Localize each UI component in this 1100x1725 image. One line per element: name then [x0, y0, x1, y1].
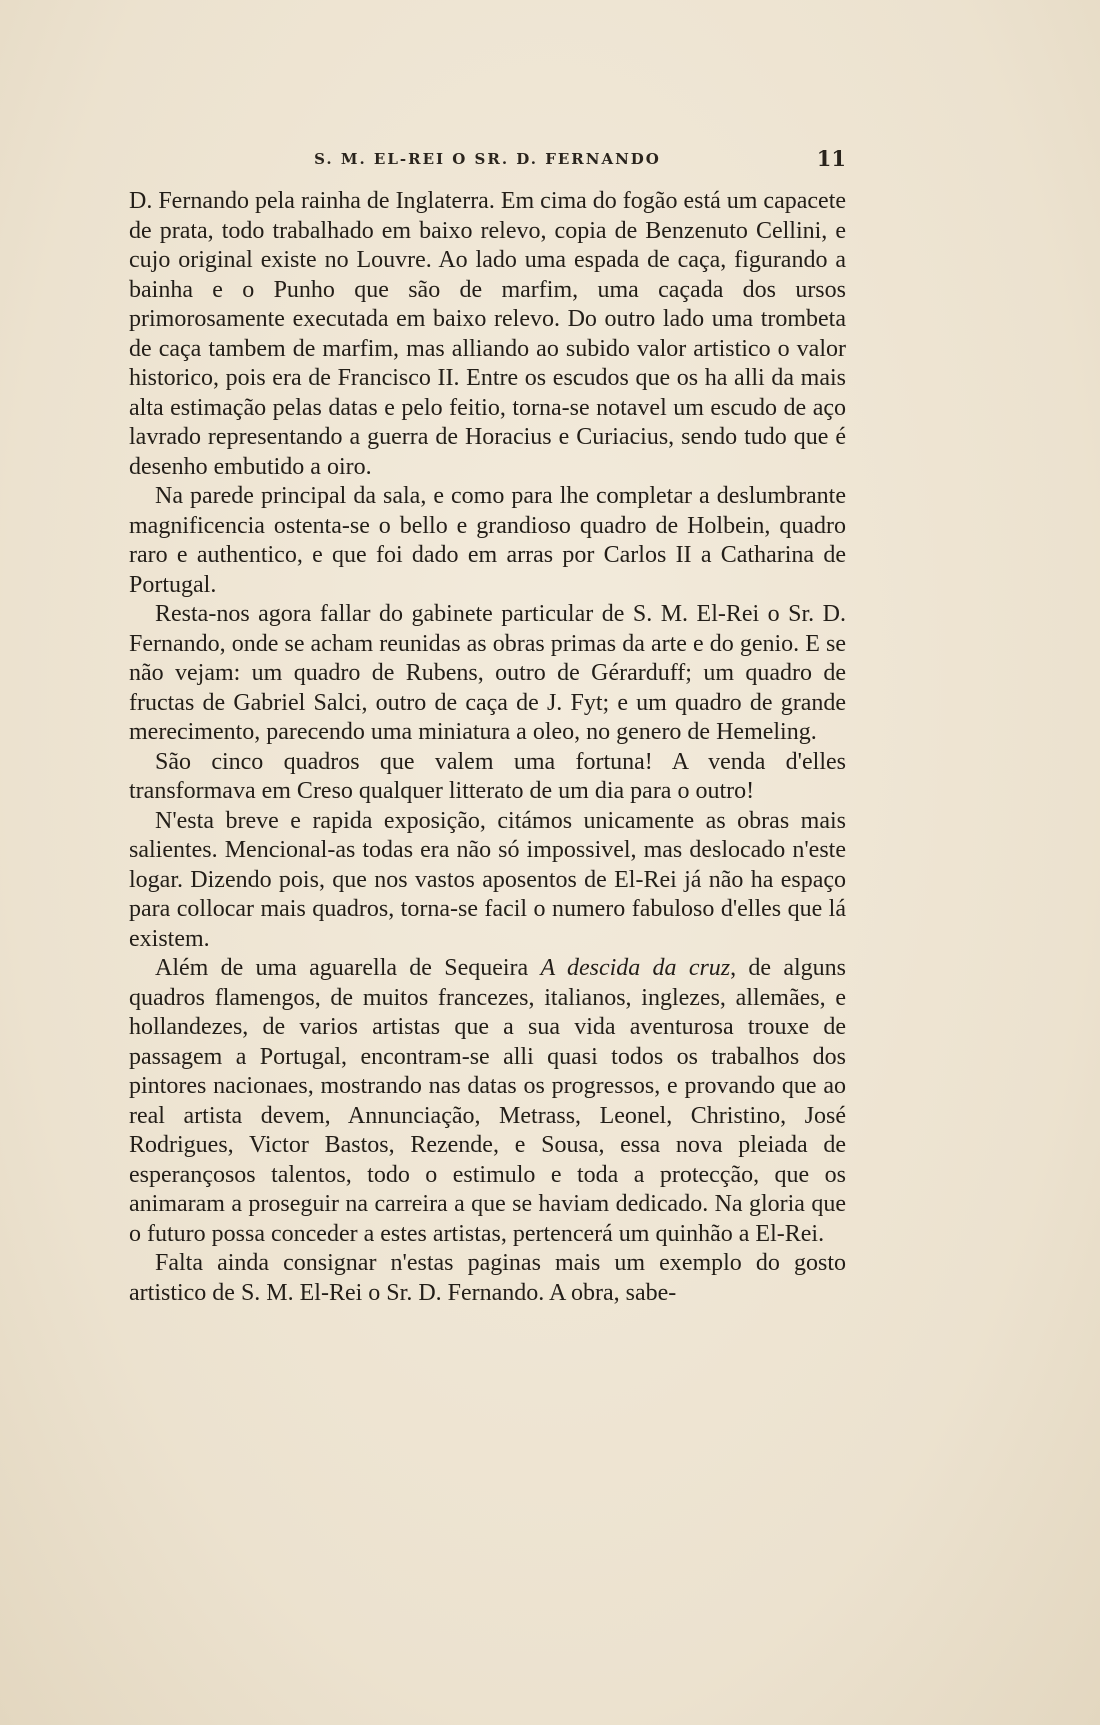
paragraph-6-rest: , de alguns quadros flamengos, de muitos francezes, italianos, inglezes, allemães, e hollandezes, de varios artistas que a sua vida aventurosa trouxe de passagem a Portugal, encontram-se alli quasi todos os trabalhos dos pintores nacionaes, mostrando nas datas os progressos, e provando que ao real artista devem, Annunciação, Metrass, Leonel, Christino, José Rodrigues, Victor Bastos, Rezende, e Sousa, essa nova pleiada de esperançosos talentos, todo o estimulo e toda a protecção, que os animaram a proseguir na carreira a que se haviam dedicado. Na gloria que o futuro possa conceder a estes artistas, pertencerá um quinhão a El-Rei.: [129, 955, 847, 1247]
paragraph-4: São cinco quadros que valem uma fortuna! A venda d'elles transformava em Creso qualquer litterato de um dia para o outro!: [129, 748, 846, 804]
running-header: [129, 146, 846, 178]
paragraph-6-lead: Além de uma aguarella de Sequeira: [155, 955, 541, 981]
paragraph-1: D. Fernando pela rainha de Inglaterra. Em cima do fogão está um capacete de prata, todo trabalhado em baixo relevo, copia de Benzenuto Cellini, e cujo original existe no Louvre. Ao lado uma espada de caça, figurando a bainha e o Punho que são de marfim, uma caçada dos ursos primorosamente executada em baixo relevo. Do outro lado uma trombeta de caça tambem de marfim, mas alliando ao subido valor artistico o valor historico, pois era de Francisco II. Entre os escudos que os ha alli da mais alta estimação pelas datas e pelo feitio, torna-se notavel um escudo de aço lavrado representando a guerra de Horacius e Curiacius, sendo tudo que é desenho embutido a oiro.: [129, 188, 847, 480]
running-title: S. M. EL-REI O SR. D. FERNANDO: [314, 150, 661, 168]
paragraph-6: [129, 954, 846, 1249]
artwork-title: A descida da cruz: [540, 955, 731, 981]
paragraph-2: Na parede principal da sala, e como para lhe completar a deslumbrante magnificencia ostenta-se o bello e grandioso quadro de Holbein, quadro raro e authentico, e que foi dado em arras por Carlos II a Catharina de Portugal.: [129, 483, 846, 598]
page-number: 11: [816, 146, 846, 171]
paragraph-3: Resta-nos agora fallar do gabinete particular de S. M. El-Rei o Sr. D. Fernando, onde se acham reunidas as obras primas da arte e do genio. E se não vejam: um quadro de Rubens, outro de Gérarduff; um quadro de fructas de Gabriel Salci, outro de caça de J. Fyt; e um quadro de grande merecimento, parecendo uma miniatura a oleo, no genero de Hemeling.: [129, 601, 846, 745]
paragraph-5: N'esta breve e rapida exposição, citámos unicamente as obras mais salientes. Mencional-as todas era não só impossivel, mas deslocado n'este logar. Dizendo pois, que nos vastos aposentos de El-Rei já não ha espaço para collocar mais quadros, torna-se facil o numero fabuloso d'elles que lá existem.: [129, 807, 846, 952]
body-text: [129, 187, 846, 1308]
paragraph-7: Falta ainda consignar n'estas paginas mais um exemplo do gosto artistico de S. M. El-Rei o Sr. D. Fernando. A obra, sabe-: [129, 1250, 846, 1306]
